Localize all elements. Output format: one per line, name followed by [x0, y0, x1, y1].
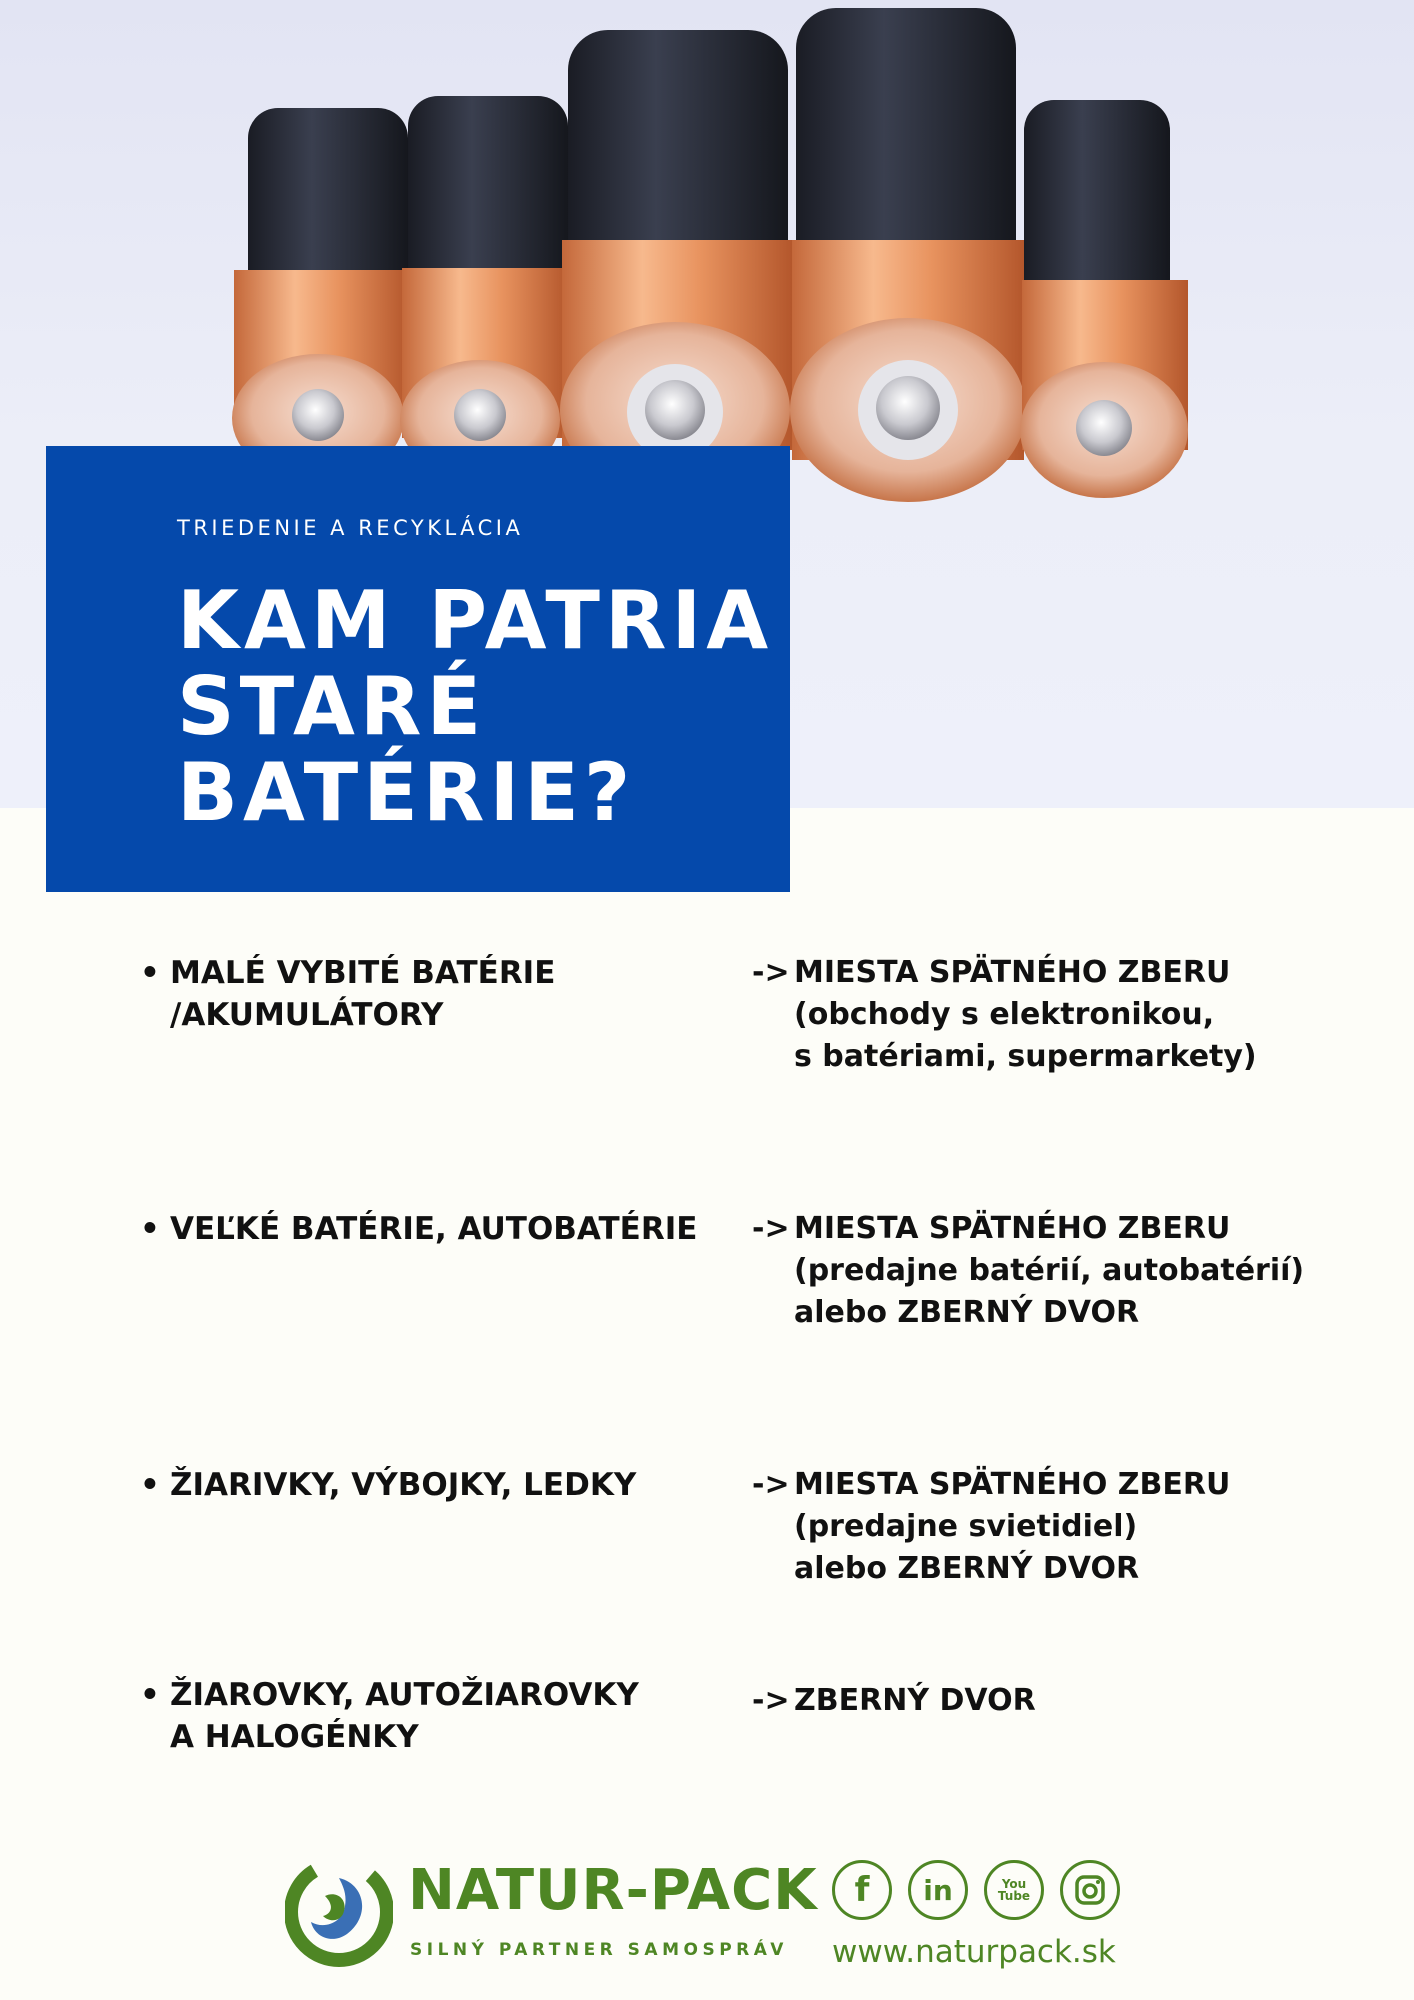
arrow: -> — [752, 1683, 790, 1718]
item-label — [140, 1464, 700, 1506]
website-link[interactable]: www.naturpack.sk — [832, 1934, 1116, 1970]
item-label-line: VEĽKÉ BATÉRIE, AUTOBATÉRIE — [170, 1211, 698, 1247]
item-destination — [752, 1464, 1392, 1590]
destination-line: MIESTA SPÄTNÉHO ZBERU — [794, 1467, 1231, 1502]
title-line-3: BATÉRIE? — [177, 746, 636, 839]
natur-pack-logo-icon — [285, 1856, 393, 1968]
brand-tagline: SILNÝ PARTNER SAMOSPRÁV — [410, 1940, 788, 1960]
destination-line: alebo ZBERNÝ DVOR — [794, 1295, 1140, 1330]
destination-line: alebo ZBERNÝ DVOR — [794, 1551, 1140, 1586]
item-destination — [752, 1680, 1392, 1722]
instagram-icon[interactable] — [1060, 1860, 1120, 1920]
item-label — [140, 1674, 700, 1758]
destination-line: ZBERNÝ DVOR — [794, 1683, 1036, 1718]
item-label-line: A HALOGÉNKY — [170, 1719, 419, 1755]
item-destination — [752, 952, 1392, 1078]
facebook-icon-glyph: f — [854, 1870, 870, 1910]
destination-line: (predajne batérií, autobatérií) — [794, 1253, 1305, 1288]
item-label-line: /AKUMULÁTORY — [170, 997, 444, 1033]
battery-5 — [1020, 100, 1188, 498]
title-card — [46, 446, 790, 892]
arrow: -> — [752, 1467, 790, 1502]
destination-line: s batériami, supermarkety) — [794, 1039, 1257, 1074]
item-label-line: ŽIARIVKY, VÝBOJKY, LEDKY — [170, 1467, 637, 1503]
bullet: • — [140, 1211, 160, 1247]
bullet: • — [140, 1677, 160, 1713]
facebook-icon[interactable] — [832, 1860, 892, 1920]
battery-4 — [790, 8, 1026, 502]
item-label — [140, 952, 700, 1036]
destination-line: (predajne svietidiel) — [794, 1509, 1138, 1544]
battery-2 — [400, 96, 568, 480]
destination-line: MIESTA SPÄTNÉHO ZBERU — [794, 1211, 1231, 1246]
footer — [0, 1840, 1414, 1990]
item-label — [140, 1208, 700, 1250]
destination-line: (obchody s elektronikou, — [794, 997, 1215, 1032]
arrow: -> — [752, 1211, 790, 1246]
title-line-2: STARÉ — [177, 660, 487, 753]
bullet: • — [140, 955, 160, 991]
youtube-icon[interactable] — [984, 1860, 1044, 1920]
battery-1 — [232, 108, 408, 482]
brand-name: NATUR-PACK — [408, 1858, 818, 1923]
destination-line: MIESTA SPÄTNÉHO ZBERU — [794, 955, 1231, 990]
instagram-glyph-icon — [1074, 1874, 1106, 1906]
linkedin-icon[interactable] — [908, 1860, 968, 1920]
item-destination — [752, 1208, 1392, 1334]
item-label-line: MALÉ VYBITÉ BATÉRIE — [170, 955, 556, 991]
page-title — [177, 574, 774, 839]
item-label-line: ŽIAROVKY, AUTOŽIAROVKY — [170, 1677, 639, 1713]
battery-3 — [560, 30, 792, 498]
bullet: • — [140, 1467, 160, 1503]
title-line-1: KAM PATRIA — [177, 574, 774, 667]
arrow: -> — [752, 955, 790, 990]
youtube-icon-glyph: You Tube — [997, 1877, 1031, 1903]
kicker: TRIEDENIE A RECYKLÁCIA — [177, 516, 524, 540]
linkedin-icon-glyph: in — [923, 1873, 953, 1907]
